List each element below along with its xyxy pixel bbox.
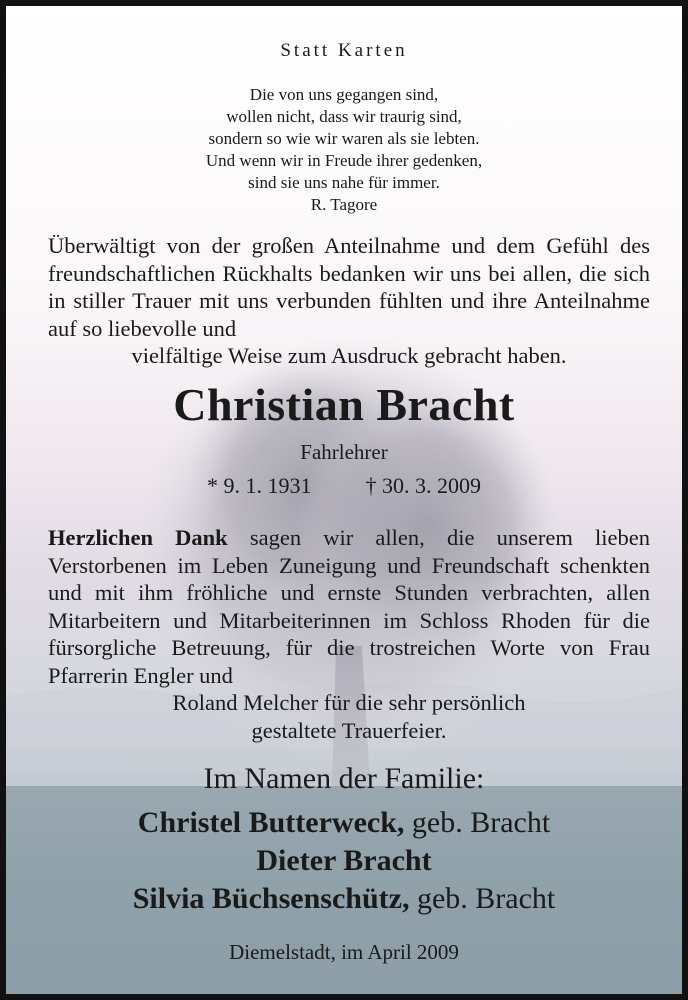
family-member-name: Dieter Bracht — [256, 844, 432, 877]
family-member — [6, 844, 682, 878]
poem-line: sondern so wie wir waren als sie lebten. — [208, 129, 480, 148]
thanks-line: gestaltete Trauerfeier. — [251, 717, 447, 743]
poem-author: R. Tagore — [310, 195, 378, 214]
family-member-suffix: geb. Bracht — [409, 882, 556, 915]
poem-line: Und wenn wir in Freude ihrer gedenken, — [205, 151, 483, 170]
death-date: † 30. 3. 2009 — [365, 473, 481, 498]
family-member — [6, 806, 682, 840]
family-member-name: Silvia Büchsenschütz, — [132, 882, 410, 915]
family-member — [6, 882, 682, 916]
poem-line: sind sie uns nahe für immer. — [248, 173, 440, 192]
place-date: Diemelstadt, im April 2009 — [229, 940, 459, 964]
intro-paragraph — [48, 232, 650, 370]
birth-date: * 9. 1. 1931 — [207, 473, 312, 498]
family-member-suffix: geb. Bracht — [404, 806, 551, 839]
deceased-profession: Fahrlehrer — [300, 440, 388, 464]
life-dates — [6, 473, 682, 499]
poem — [6, 84, 682, 216]
family-member-name: Christel Butterweck, — [137, 806, 405, 839]
thanks-body: sagen wir allen, die unserem lieben Verstorbenen im Leben Zuneigung und Freundschaft schenkten und mit ihm fröhliche und ernste Stunden verbrachten, allen Mitarbeitern und Mitarbeiterinnen im Schloss Rhoden für die fürsorgliche Betreuung, für die trostreichen Worte von Frau Pfarrerin Engler und — [48, 525, 650, 688]
intro-last-line: vielfältige Weise zum Ausdruck gebracht haben. — [131, 343, 567, 368]
intro-body: Überwältigt von der großen Anteilnahme und dem Gefühl des freundschaftlichen Rückhalts bedanken wir uns bei allen, die sich in stiller Trauer mit uns verbunden fühlten und ihre Anteilnahme auf so liebevolle und — [48, 233, 650, 341]
family-title: Im Namen der Familie: — [203, 762, 485, 795]
thanks-line: Roland Melcher für die sehr persönlich — [172, 690, 526, 715]
thanks-paragraph — [48, 524, 650, 744]
poem-line: wollen nicht, dass wir traurig sind, — [226, 107, 462, 126]
deceased-name: Christian Bracht — [173, 379, 515, 430]
thanks-lead: Herzlichen Dank — [48, 525, 228, 550]
heading: Statt Karten — [280, 40, 408, 61]
poem-line: Die von uns gegangen sind, — [249, 85, 439, 104]
thanks-body-paragraph — [48, 524, 650, 689]
